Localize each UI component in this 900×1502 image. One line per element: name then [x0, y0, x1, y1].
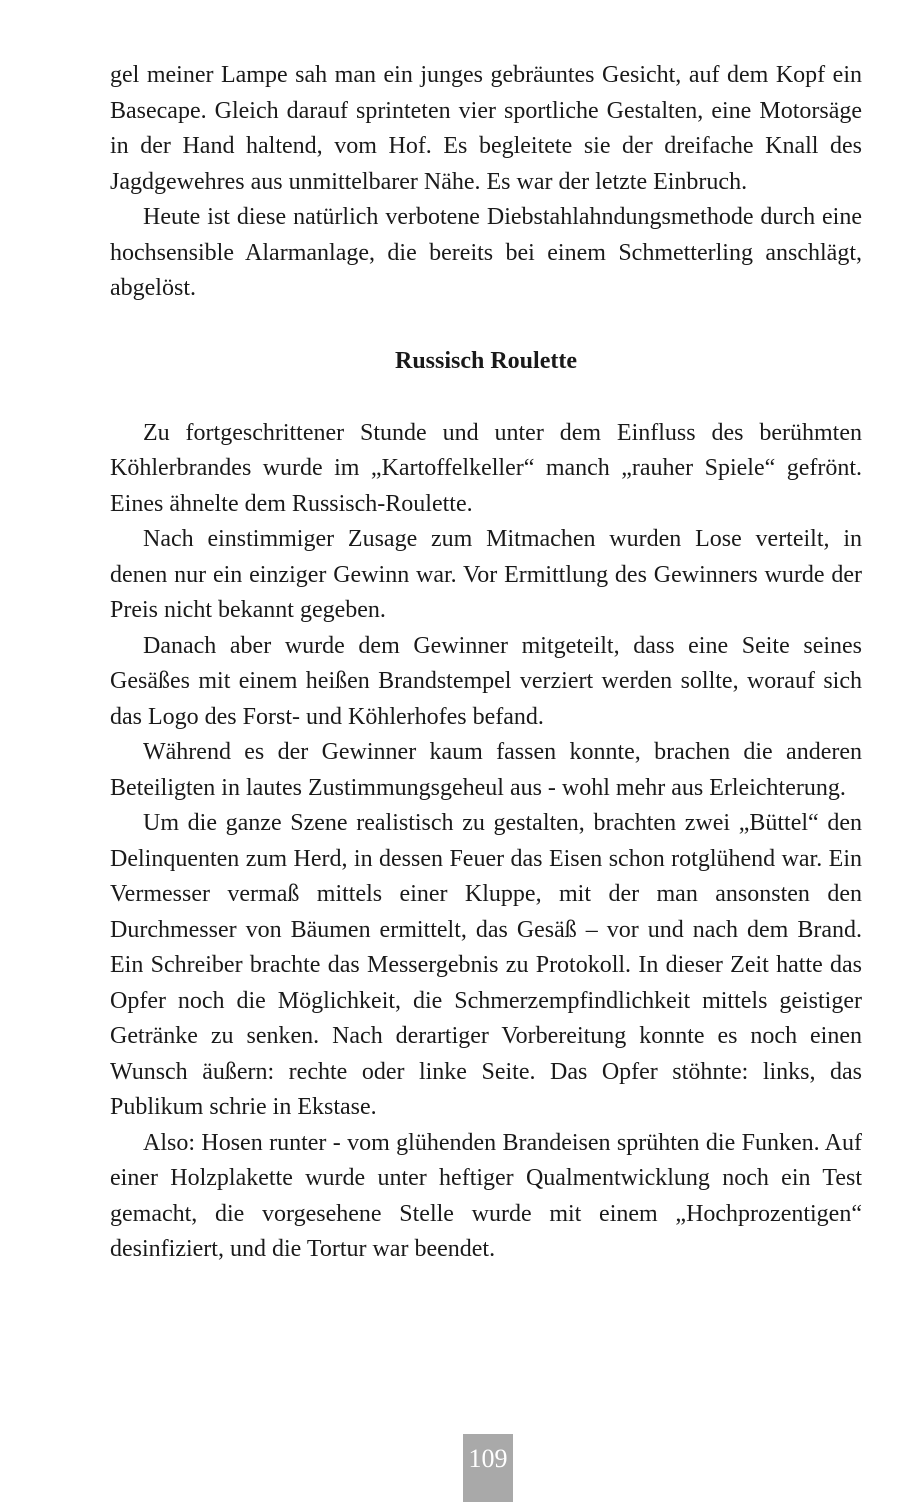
spacer [110, 307, 862, 344]
section-title: Russisch Roulette [394, 347, 577, 374]
paragraph: Während es der Gewinner kaum fassen konnte, brachen die anderen Beteiligten in lautes Zustimmungsgeheul aus - wohl mehr aus Erleichterung. [110, 739, 862, 801]
page-body [110, 58, 862, 1268]
paragraph: Um die ganze Szene realistisch zu gestalten, brachten zwei „Büttel“ den Delinquenten zum Herd, in dessen Feuer das Eisen schon rotglühend war. Ein Vermesser vermaß mittels einer Kluppe, mit der man ansonsten den Durchmesser von Bäumen ermittelt, das Gesäß – vor und nach dem Brand. Ein Schreiber brachte das Messergebnis zu Protokoll. In dieser Zeit hatte das Opfer noch die Möglichkeit, die Schmerzempfindlichkeit mittels geistiger Getränke zu senken. Nach derartiger Vorbereitung konnte es noch einen Wunsch äußern: rechte oder linke Seite. Das Opfer stöhnte: links, das Publikum schrie in Ekstase. [110, 810, 862, 1120]
paragraph: Also: Hosen runter - vom glühenden Brandeisen sprühten die Funken. Auf einer Holzplakette wurde unter heftiger Qualmentwicklung noch ein Test gemacht, die vorgesehene Stelle wurde mit einem „Hochprozentigen“ desinfiziert, und die Tortur war beendet. [110, 1129, 862, 1262]
page-number: 109 [463, 1434, 513, 1502]
spacer [110, 379, 862, 416]
paragraph: Zu fortgeschrittener Stunde und unter dem Einfluss des berühmten Köhlerbrandes wurde im „Kartoffelkeller“ manch „rauher Spiele“ gefrönt. Eines ähnelte dem Russisch-Roulette. [110, 419, 862, 517]
paragraph: Nach einstimmiger Zusage zum Mitmachen wurden Lose verteilt, in denen nur ein einziger Gewinn war. Vor Ermittlung des Gewinners wurde der Preis nicht bekannt gegeben. [110, 526, 862, 623]
paragraph-continued: gel meiner Lampe sah man ein junges gebräuntes Gesicht, auf dem Kopf ein Basecape. Gleich darauf sprinteten vier sportliche Gestalten, eine Motorsäge in der Hand haltend, vom Hof. Es begleitete sie der dreifache Knall des Jagdgewehres aus unmittelbarer Nähe. Es war der letzte Einbruch. [110, 62, 862, 195]
paragraph: Danach aber wurde dem Gewinner mitgeteilt, dass eine Seite seines Gesäßes mit einem heißen Brandstempel verziert werden sollte, worauf sich das Logo des Forst- und Köhlerhofes befand. [110, 632, 862, 730]
paragraph-alarm: Heute ist diese natürlich verbotene Diebstahlahndungsmethode durch eine hochsensible Alarmanlage, die bereits bei einem Schmetterling anschlägt, abgelöst. [110, 204, 862, 301]
